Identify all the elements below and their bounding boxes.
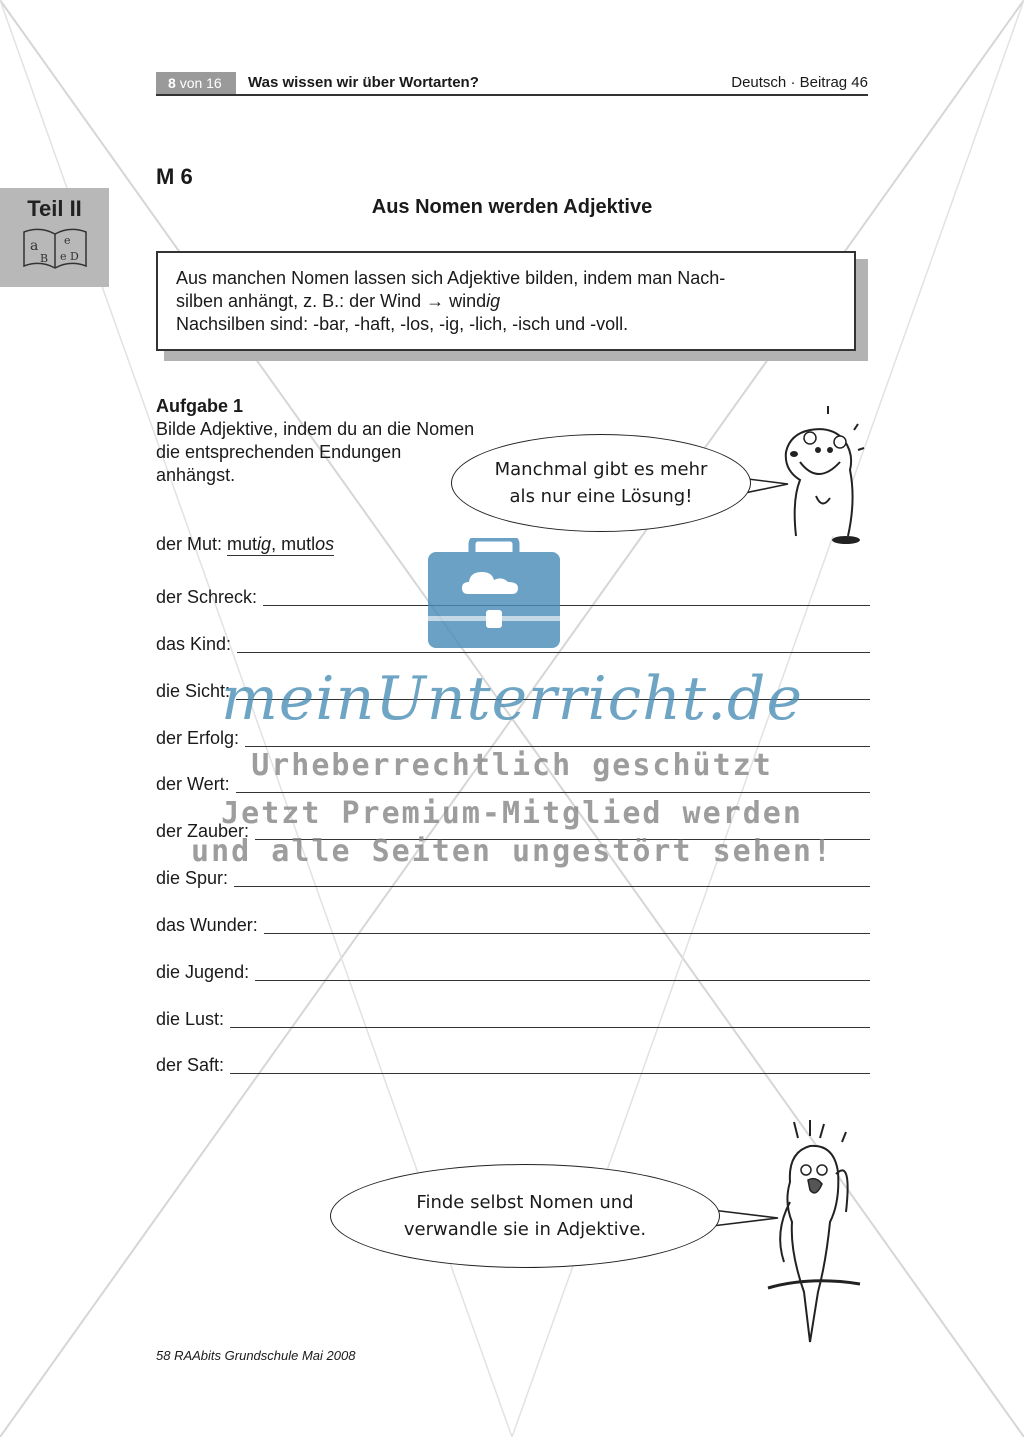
task-text: Bilde Adjektive, indem du an die Nomen die entsprechenden Endungen anhängst.: [156, 419, 475, 485]
parrot-mascot-icon: [760, 1112, 870, 1352]
answer-line[interactable]: [237, 651, 870, 653]
answer-line[interactable]: [255, 979, 870, 981]
noun-row: der Zauber:: [156, 816, 870, 842]
bubble-top-line-2: als nur eine Lösung!: [509, 486, 693, 507]
info-box: [156, 251, 856, 351]
answer-line[interactable]: [230, 1072, 870, 1074]
abc-book-icon: [22, 226, 88, 272]
answer-line[interactable]: [263, 604, 870, 606]
noun-row: die Lust:: [156, 1004, 870, 1030]
hamster-mascot-icon: [770, 400, 870, 550]
footer: 58 RAAbits Grundschule Mai 2008: [156, 1348, 356, 1363]
svg-text:a: a: [30, 238, 39, 254]
bubble-bottom-line-2: verwandle sie in Adjektive.: [403, 1219, 647, 1240]
noun-row: das Wunder:: [156, 910, 870, 936]
noun-row: der Wert:: [156, 769, 870, 795]
info-line-3: Nachsilben sind: -bar, -haft, -los, -ig, -lich, -isch und -voll.: [176, 314, 629, 334]
answer-line[interactable]: [234, 885, 870, 887]
svg-text:e: e: [64, 234, 71, 247]
speech-bubble-bottom: [330, 1164, 720, 1268]
header-subject: Deutsch · Beitrag 46: [731, 74, 868, 91]
noun-row: das Kind:: [156, 629, 870, 655]
answer-line[interactable]: [236, 791, 870, 793]
watermark-logo: meinUnterricht.de: [221, 664, 803, 734]
header-title: Was wissen wir über Wortarten?: [248, 74, 479, 91]
example-label: der Mut:: [156, 534, 228, 554]
svg-text:B: B: [40, 252, 49, 265]
page-total: von 16: [179, 75, 222, 91]
watermark-line-1: Urheberrechtlich geschützt: [251, 748, 773, 783]
page-indicator: [156, 72, 236, 94]
noun-row: der Erfolg:: [156, 723, 870, 749]
page-title: Aus Nomen werden Adjektive: [371, 196, 653, 218]
section-label: M 6: [156, 164, 193, 189]
bubble-top-line-1: Manchmal gibt es mehr: [494, 459, 708, 480]
svg-text:e D: e D: [60, 250, 79, 263]
info-line-2: silben anhängt, z. B.: der Wind → windig: [176, 291, 501, 311]
task-heading: Aufgabe 1: [156, 396, 244, 416]
example-row: [156, 534, 334, 555]
info-line-1: Aus manchen Nomen lassen sich Adjektive bilden, indem man Nach-: [176, 268, 726, 288]
bubble-bottom-line-1: Finde selbst Nomen und: [416, 1192, 634, 1213]
noun-row: die Spur:: [156, 863, 870, 889]
watermark-line-3: und alle Seiten ungestört sehen!: [191, 834, 833, 869]
noun-row: der Schreck:: [156, 582, 870, 608]
arrow-icon: →: [426, 291, 445, 311]
noun-row: der Saft:: [156, 1050, 870, 1076]
answer-line[interactable]: [245, 745, 870, 747]
example-answer: mutig, mutlos: [227, 534, 335, 554]
page-number: 8: [168, 75, 176, 91]
side-tab-label: Teil II: [27, 196, 82, 221]
speech-bubble-top: [451, 434, 751, 532]
noun-row: die Sicht:: [156, 676, 870, 702]
watermark-line-2: Jetzt Premium-Mitglied werden: [221, 796, 803, 831]
noun-row: die Jugend:: [156, 957, 870, 983]
answer-line[interactable]: [230, 1026, 870, 1028]
answer-line[interactable]: [264, 932, 870, 934]
briefcase-cloud-icon: [428, 538, 560, 648]
header-rule: [156, 94, 868, 96]
